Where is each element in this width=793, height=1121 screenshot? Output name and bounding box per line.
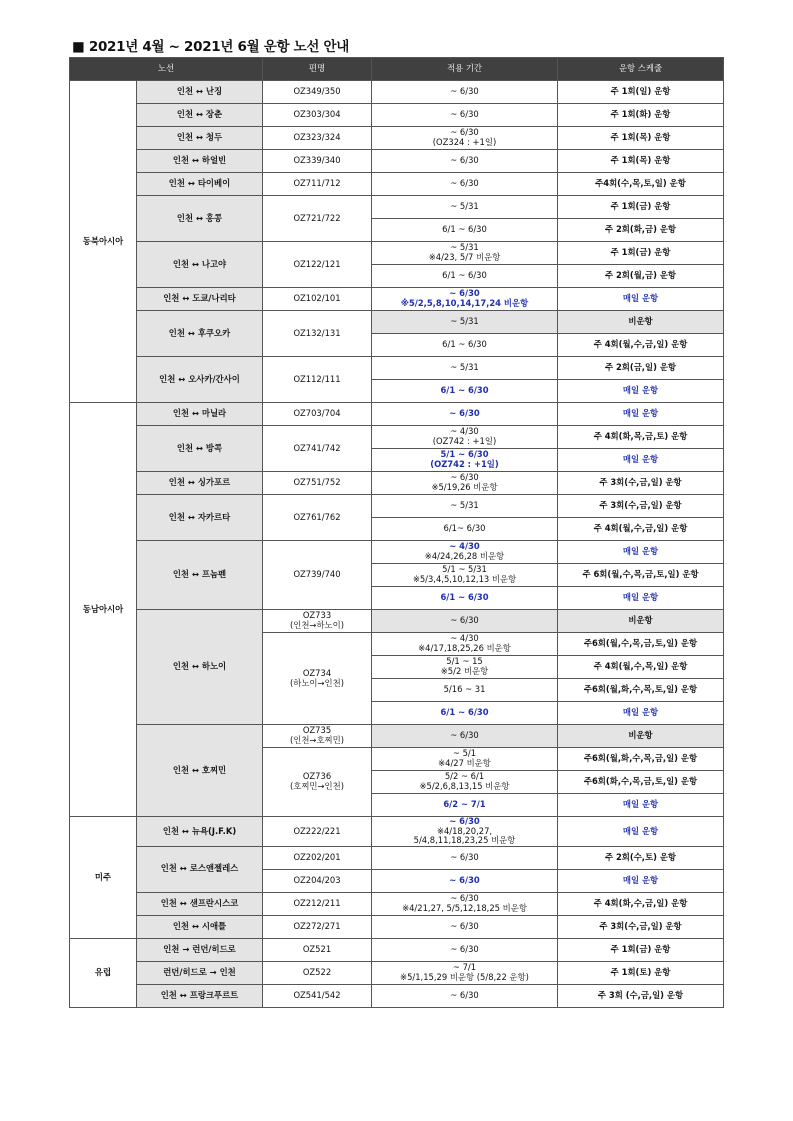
period-line: ~ 6/30 xyxy=(450,155,479,166)
period-cell xyxy=(372,449,558,472)
flight-cell xyxy=(263,357,372,403)
flight-number: OZ733 xyxy=(302,610,332,621)
schedule-cell: 매일 운항 xyxy=(558,403,724,426)
flight-cell xyxy=(263,938,372,961)
period-line: 5/2 ~ 6/1 xyxy=(444,771,485,782)
schedule-cell: 매일 운항 xyxy=(558,587,724,610)
period-line: 6/1~ 6/30 xyxy=(443,523,486,534)
schedule-cell: 주 6회(월,수,목,금,토,일) 운항 xyxy=(558,564,724,587)
period-cell xyxy=(372,938,558,961)
table-row xyxy=(70,817,724,847)
flight-cell xyxy=(263,915,372,938)
route-cell: 인천 ↔ 도쿄/나리타 xyxy=(137,288,263,311)
period-cell xyxy=(372,915,558,938)
period-cell xyxy=(372,403,558,426)
schedule-cell: 비운항 xyxy=(558,311,724,334)
period-line: (OZ324 : +1일) xyxy=(432,137,497,147)
schedule-cell: 주 4회(화,목,금,토) 운항 xyxy=(558,426,724,449)
route-cell: 인천 ↔ 홍콩 xyxy=(137,196,263,242)
header-schedule: 운항 스케줄 xyxy=(558,58,724,81)
flight-number: OZ222/221 xyxy=(293,825,341,836)
period-line: ※5/2,5,8,10,14,17,24 비운항 xyxy=(400,298,529,308)
flight-cell xyxy=(263,173,372,196)
flight-number: OZ711/712 xyxy=(293,178,341,189)
schedule-cell: 매일 운항 xyxy=(558,702,724,725)
schedule-cell: 주 2회(수,토) 운항 xyxy=(558,846,724,869)
flight-cell xyxy=(263,311,372,357)
period-line: ~ 6/30 xyxy=(450,86,479,97)
route-cell: 인천 ↔ 프랑크푸르트 xyxy=(137,984,263,1007)
period-cell xyxy=(372,380,558,403)
period-line: ~ 6/30 xyxy=(450,943,479,954)
route-cell: 인천 ↔ 오사카/간사이 xyxy=(137,357,263,403)
schedule-cell: 주 4회(월,수,금,일) 운항 xyxy=(558,518,724,541)
schedule-cell: 매일 운항 xyxy=(558,380,724,403)
route-cell: 인천 ↔ 후쿠오카 xyxy=(137,311,263,357)
table-row xyxy=(70,725,724,748)
flight-number: OZ132/131 xyxy=(293,327,341,338)
region-cell: 동남아시아 xyxy=(70,403,137,817)
schedule-cell: 주 3회(수,금,일) 운항 xyxy=(558,472,724,495)
route-cell: 인천 ↔ 마닐라 xyxy=(137,403,263,426)
flight-number: OZ122/121 xyxy=(293,258,341,269)
period-cell xyxy=(372,869,558,892)
flight-cell xyxy=(263,104,372,127)
flight-cell xyxy=(263,869,372,892)
flight-cell xyxy=(263,288,372,311)
table-row xyxy=(70,403,724,426)
table-row xyxy=(70,104,724,127)
table-row xyxy=(70,495,724,518)
table-row xyxy=(70,242,724,265)
period-line: ~ 6/30 xyxy=(450,472,479,483)
route-cell: 인천 ↔ 호찌민 xyxy=(137,725,263,817)
table-row xyxy=(70,938,724,961)
period-line: ※5/19,26 비운항 xyxy=(431,482,498,492)
period-line: ~ 6/30 xyxy=(450,730,479,741)
route-cell: 런던/히드로 → 인천 xyxy=(137,961,263,984)
table-row xyxy=(70,288,724,311)
table-row xyxy=(70,150,724,173)
period-cell xyxy=(372,984,558,1007)
table-row xyxy=(70,541,724,564)
period-cell xyxy=(372,846,558,869)
flight-cell xyxy=(263,196,372,242)
region-cell: 유럽 xyxy=(70,938,137,1007)
period-cell xyxy=(372,334,558,357)
schedule-cell: 매일 운항 xyxy=(558,541,724,564)
route-cell: 인천 ↔ 자카르타 xyxy=(137,495,263,541)
schedule-cell: 매일 운항 xyxy=(558,449,724,472)
period-line: ~ 5/31 xyxy=(450,500,479,511)
flight-direction: (인천→하노이) xyxy=(289,620,344,630)
period-line: 6/1 ~ 6/30 xyxy=(440,592,489,603)
period-line: ~ 6/30 xyxy=(450,920,479,931)
period-line: ※4/27 비운항 xyxy=(438,758,491,768)
period-cell xyxy=(372,748,558,771)
route-cell: 인천 ↔ 로스앤젤레스 xyxy=(137,846,263,892)
period-line: ~ 4/30 xyxy=(450,633,479,644)
period-line: ~ 5/31 xyxy=(450,316,479,327)
period-line: ~ 6/30 xyxy=(450,178,479,189)
table-row xyxy=(70,984,724,1007)
flight-number: OZ522 xyxy=(302,966,332,977)
schedule-cell: 주 4회(월,수,목,일) 운항 xyxy=(558,656,724,679)
period-line: ~ 6/30 xyxy=(450,893,479,904)
table-row xyxy=(70,127,724,150)
flight-cell xyxy=(263,846,372,869)
table-row xyxy=(70,915,724,938)
period-line: ~ 6/30 xyxy=(449,816,480,826)
period-cell xyxy=(372,541,558,564)
flight-cell xyxy=(263,426,372,472)
period-line: ~ 7/1 xyxy=(452,962,477,973)
route-cell: 인천 ↔ 방콕 xyxy=(137,426,263,472)
flight-cell xyxy=(263,81,372,104)
flight-number: OZ736 xyxy=(302,771,332,782)
table-row xyxy=(70,426,724,449)
schedule-cell: 주 1회(목) 운항 xyxy=(558,150,724,173)
schedule-cell: 주 2회(월,금) 운항 xyxy=(558,265,724,288)
period-cell xyxy=(372,892,558,915)
period-cell xyxy=(372,794,558,817)
period-line: 6/1 ~ 6/30 xyxy=(440,707,489,718)
period-line: 5/1 ~ 5/31 xyxy=(442,564,487,575)
table-row xyxy=(70,961,724,984)
period-line: ※4/23, 5/7 비운항 xyxy=(428,252,501,262)
schedule-cell: 매일 운항 xyxy=(558,794,724,817)
flight-number: OZ521 xyxy=(302,943,332,954)
route-cell: 인천 ↔ 난징 xyxy=(137,81,263,104)
route-cell: 인천 ↔ 뉴욕(J.F.K) xyxy=(137,817,263,847)
period-cell xyxy=(372,311,558,334)
period-cell xyxy=(372,81,558,104)
table-header-row xyxy=(70,58,724,81)
route-cell: 인천 ↔ 싱가포르 xyxy=(137,472,263,495)
period-cell xyxy=(372,587,558,610)
schedule-cell: 주 3회(수,금,일) 운항 xyxy=(558,495,724,518)
period-cell xyxy=(372,288,558,311)
period-cell xyxy=(372,771,558,794)
schedule-cell: 주6회(월,수,목,금,토,일) 운항 xyxy=(558,633,724,656)
flight-cell xyxy=(263,817,372,847)
flight-number: OZ741/742 xyxy=(293,442,341,453)
flight-cell xyxy=(263,984,372,1007)
table-row xyxy=(70,173,724,196)
period-line: ※5/1,15,29 비운항 (5/8,22 운항) xyxy=(400,971,529,982)
flight-cell xyxy=(263,242,372,288)
flight-number: OZ102/101 xyxy=(293,293,341,304)
flight-direction: (호찌민→인천) xyxy=(289,781,344,791)
schedule-cell: 주 4회(월,수,금,일) 운항 xyxy=(558,334,724,357)
period-cell xyxy=(372,961,558,984)
period-line: ~ 4/30 xyxy=(450,426,479,437)
route-cell: 인천 ↔ 하얼빈 xyxy=(137,150,263,173)
schedule-cell: 주6회(월,화,수,목,금,일) 운항 xyxy=(558,748,724,771)
flight-cell xyxy=(263,541,372,610)
period-line: ※5/3,4,5,10,12,13 비운항 xyxy=(412,574,517,584)
period-line: 6/2 ~ 7/1 xyxy=(443,799,486,810)
schedule-cell: 주 1회(토) 운항 xyxy=(558,961,724,984)
table-row xyxy=(70,81,724,104)
page-title: ■ 2021년 4월 ~ 2021년 6월 운항 노선 안내 xyxy=(72,39,350,55)
period-cell xyxy=(372,196,558,219)
flight-number: OZ703/704 xyxy=(293,408,341,419)
route-cell: 인천 ↔ 시애틀 xyxy=(137,915,263,938)
schedule-cell: 주 3회 (수,금,일) 운항 xyxy=(558,984,724,1007)
flight-number: OZ323/324 xyxy=(293,132,341,143)
schedule-cell: 주 1회(일) 운항 xyxy=(558,81,724,104)
flight-number: OZ112/111 xyxy=(293,373,341,384)
route-cell: 인천 ↔ 타이베이 xyxy=(137,173,263,196)
flight-cell xyxy=(263,150,372,173)
route-cell: 인천 ↔ 하노이 xyxy=(137,610,263,725)
period-line: ~ 5/31 xyxy=(450,242,479,253)
header-period: 적용 기간 xyxy=(372,58,558,81)
period-line: ~ 5/1 xyxy=(452,748,477,759)
flight-number: OZ721/722 xyxy=(293,212,341,223)
period-line: 5/16 ~ 31 xyxy=(443,684,486,695)
schedule-cell: 주 1회(금) 운항 xyxy=(558,242,724,265)
table-row xyxy=(70,610,724,633)
schedule-cell: 매일 운항 xyxy=(558,288,724,311)
table-row xyxy=(70,846,724,869)
period-cell xyxy=(372,173,558,196)
flight-number: OZ212/211 xyxy=(293,897,341,908)
period-cell xyxy=(372,610,558,633)
period-line: ~ 6/30 xyxy=(449,874,480,885)
period-cell xyxy=(372,495,558,518)
period-line: ※5/2 비운항 xyxy=(440,666,489,676)
flight-cell xyxy=(263,725,372,748)
flight-number: OZ339/340 xyxy=(293,155,341,166)
schedule-cell: 주 4회(화,수,금,일) 운항 xyxy=(558,892,724,915)
period-line: 5/1 ~ 6/30 xyxy=(440,449,489,460)
schedule-cell: 매일 운항 xyxy=(558,817,724,847)
period-line: ~ 4/30 xyxy=(449,541,480,552)
flight-cell xyxy=(263,495,372,541)
period-cell xyxy=(372,265,558,288)
table-row xyxy=(70,357,724,380)
period-cell xyxy=(372,679,558,702)
period-line: ~ 6/30 xyxy=(450,615,479,626)
period-line: 6/1 ~ 6/30 xyxy=(440,385,489,396)
period-cell xyxy=(372,817,558,847)
period-cell xyxy=(372,127,558,150)
period-line: ※4/18,20,27, xyxy=(436,825,493,836)
flight-number: OZ735 xyxy=(302,725,332,736)
period-line: 5/4,8,11,18,23,25 비운항 xyxy=(413,835,516,846)
route-cell: 인천 ↔ 장춘 xyxy=(137,104,263,127)
schedule-cell: 주 1회(목) 운항 xyxy=(558,127,724,150)
period-cell xyxy=(372,725,558,748)
period-line: ~ 6/30 xyxy=(449,288,480,299)
flight-number: OZ202/201 xyxy=(293,851,341,862)
header-flight: 편명 xyxy=(263,58,372,81)
table-row xyxy=(70,196,724,219)
flight-cell xyxy=(263,961,372,984)
schedule-cell: 비운항 xyxy=(558,725,724,748)
schedule-cell: 주6회(화,수,목,금,토,일) 운항 xyxy=(558,771,724,794)
period-line: (OZ742 : +1일) xyxy=(430,459,499,469)
schedule-cell: 비운항 xyxy=(558,610,724,633)
schedule-cell: 주6회(월,화,수,목,토,일) 운항 xyxy=(558,679,724,702)
period-cell xyxy=(372,633,558,656)
flight-cell xyxy=(263,892,372,915)
region-cell: 미주 xyxy=(70,817,137,939)
period-line: ~ 6/30 xyxy=(450,851,479,862)
schedule-cell: 주 1회(금) 운항 xyxy=(558,938,724,961)
table-row xyxy=(70,472,724,495)
period-line: ~ 5/31 xyxy=(450,362,479,373)
period-line: ※4/21,27, 5/5,12,18,25 비운항 xyxy=(402,902,527,913)
flight-number: OZ734 xyxy=(302,667,332,678)
route-table xyxy=(69,57,724,1008)
schedule-cell: 매일 운항 xyxy=(558,869,724,892)
schedule-cell: 주 1회(금) 운항 xyxy=(558,196,724,219)
header-route: 노선 xyxy=(70,58,263,81)
period-line: (OZ742 : +1일) xyxy=(432,436,497,446)
flight-direction: (인천→호찌민) xyxy=(289,735,344,745)
period-line: ~ 6/30 xyxy=(450,989,479,1000)
period-line: 6/1 ~ 6/30 xyxy=(442,224,487,235)
period-line: ※4/17,18,25,26 비운항 xyxy=(418,643,511,653)
period-cell xyxy=(372,518,558,541)
table-row xyxy=(70,311,724,334)
route-cell: 인천 → 런던/히드로 xyxy=(137,938,263,961)
table-row xyxy=(70,892,724,915)
schedule-cell: 주 2회(금,일) 운항 xyxy=(558,357,724,380)
route-cell: 인천 ↔ 나고야 xyxy=(137,242,263,288)
flight-cell xyxy=(263,610,372,633)
flight-number: OZ761/762 xyxy=(293,511,341,522)
route-cell: 인천 ↔ 청두 xyxy=(137,127,263,150)
flight-number: OZ751/752 xyxy=(293,477,341,488)
period-cell xyxy=(372,472,558,495)
flight-number: OZ204/203 xyxy=(293,874,341,885)
period-line: 5/1 ~ 15 xyxy=(446,656,483,667)
flight-number: OZ349/350 xyxy=(293,86,341,97)
flight-number: OZ272/271 xyxy=(293,920,341,931)
period-line: ※4/24,26,28 비운항 xyxy=(424,551,505,561)
period-line: ~ 5/31 xyxy=(450,201,479,212)
period-line: ※5/2,6,8,13,15 비운항 xyxy=(419,781,510,791)
period-cell xyxy=(372,656,558,679)
period-cell xyxy=(372,219,558,242)
region-cell: 동북아시아 xyxy=(70,81,137,403)
flight-number: OZ303/304 xyxy=(293,109,341,120)
period-cell xyxy=(372,426,558,449)
schedule-cell: 주 3회(수,금,일) 운항 xyxy=(558,915,724,938)
flight-cell xyxy=(263,403,372,426)
period-line: ~ 6/30 xyxy=(449,408,480,419)
period-line: ~ 6/30 xyxy=(450,127,479,138)
flight-number: OZ541/542 xyxy=(293,989,341,1000)
schedule-cell: 주 2회(화,금) 운항 xyxy=(558,219,724,242)
flight-cell xyxy=(263,472,372,495)
period-cell xyxy=(372,242,558,265)
flight-cell xyxy=(263,633,372,725)
flight-number: OZ739/740 xyxy=(293,569,341,580)
schedule-cell: 주 1회(화) 운항 xyxy=(558,104,724,127)
schedule-cell: 주4회(수,목,토,일) 운항 xyxy=(558,173,724,196)
period-cell xyxy=(372,104,558,127)
period-line: 6/1 ~ 6/30 xyxy=(442,270,487,281)
route-cell: 인천 ↔ 프놈펜 xyxy=(137,541,263,610)
period-cell xyxy=(372,702,558,725)
period-cell xyxy=(372,564,558,587)
flight-direction: (하노이→인천) xyxy=(289,677,344,688)
flight-cell xyxy=(263,127,372,150)
period-line: 6/1 ~ 6/30 xyxy=(442,339,487,350)
route-cell: 인천 ↔ 샌프란시스코 xyxy=(137,892,263,915)
period-cell xyxy=(372,150,558,173)
flight-cell xyxy=(263,748,372,817)
period-line: ~ 6/30 xyxy=(450,109,479,120)
period-cell xyxy=(372,357,558,380)
